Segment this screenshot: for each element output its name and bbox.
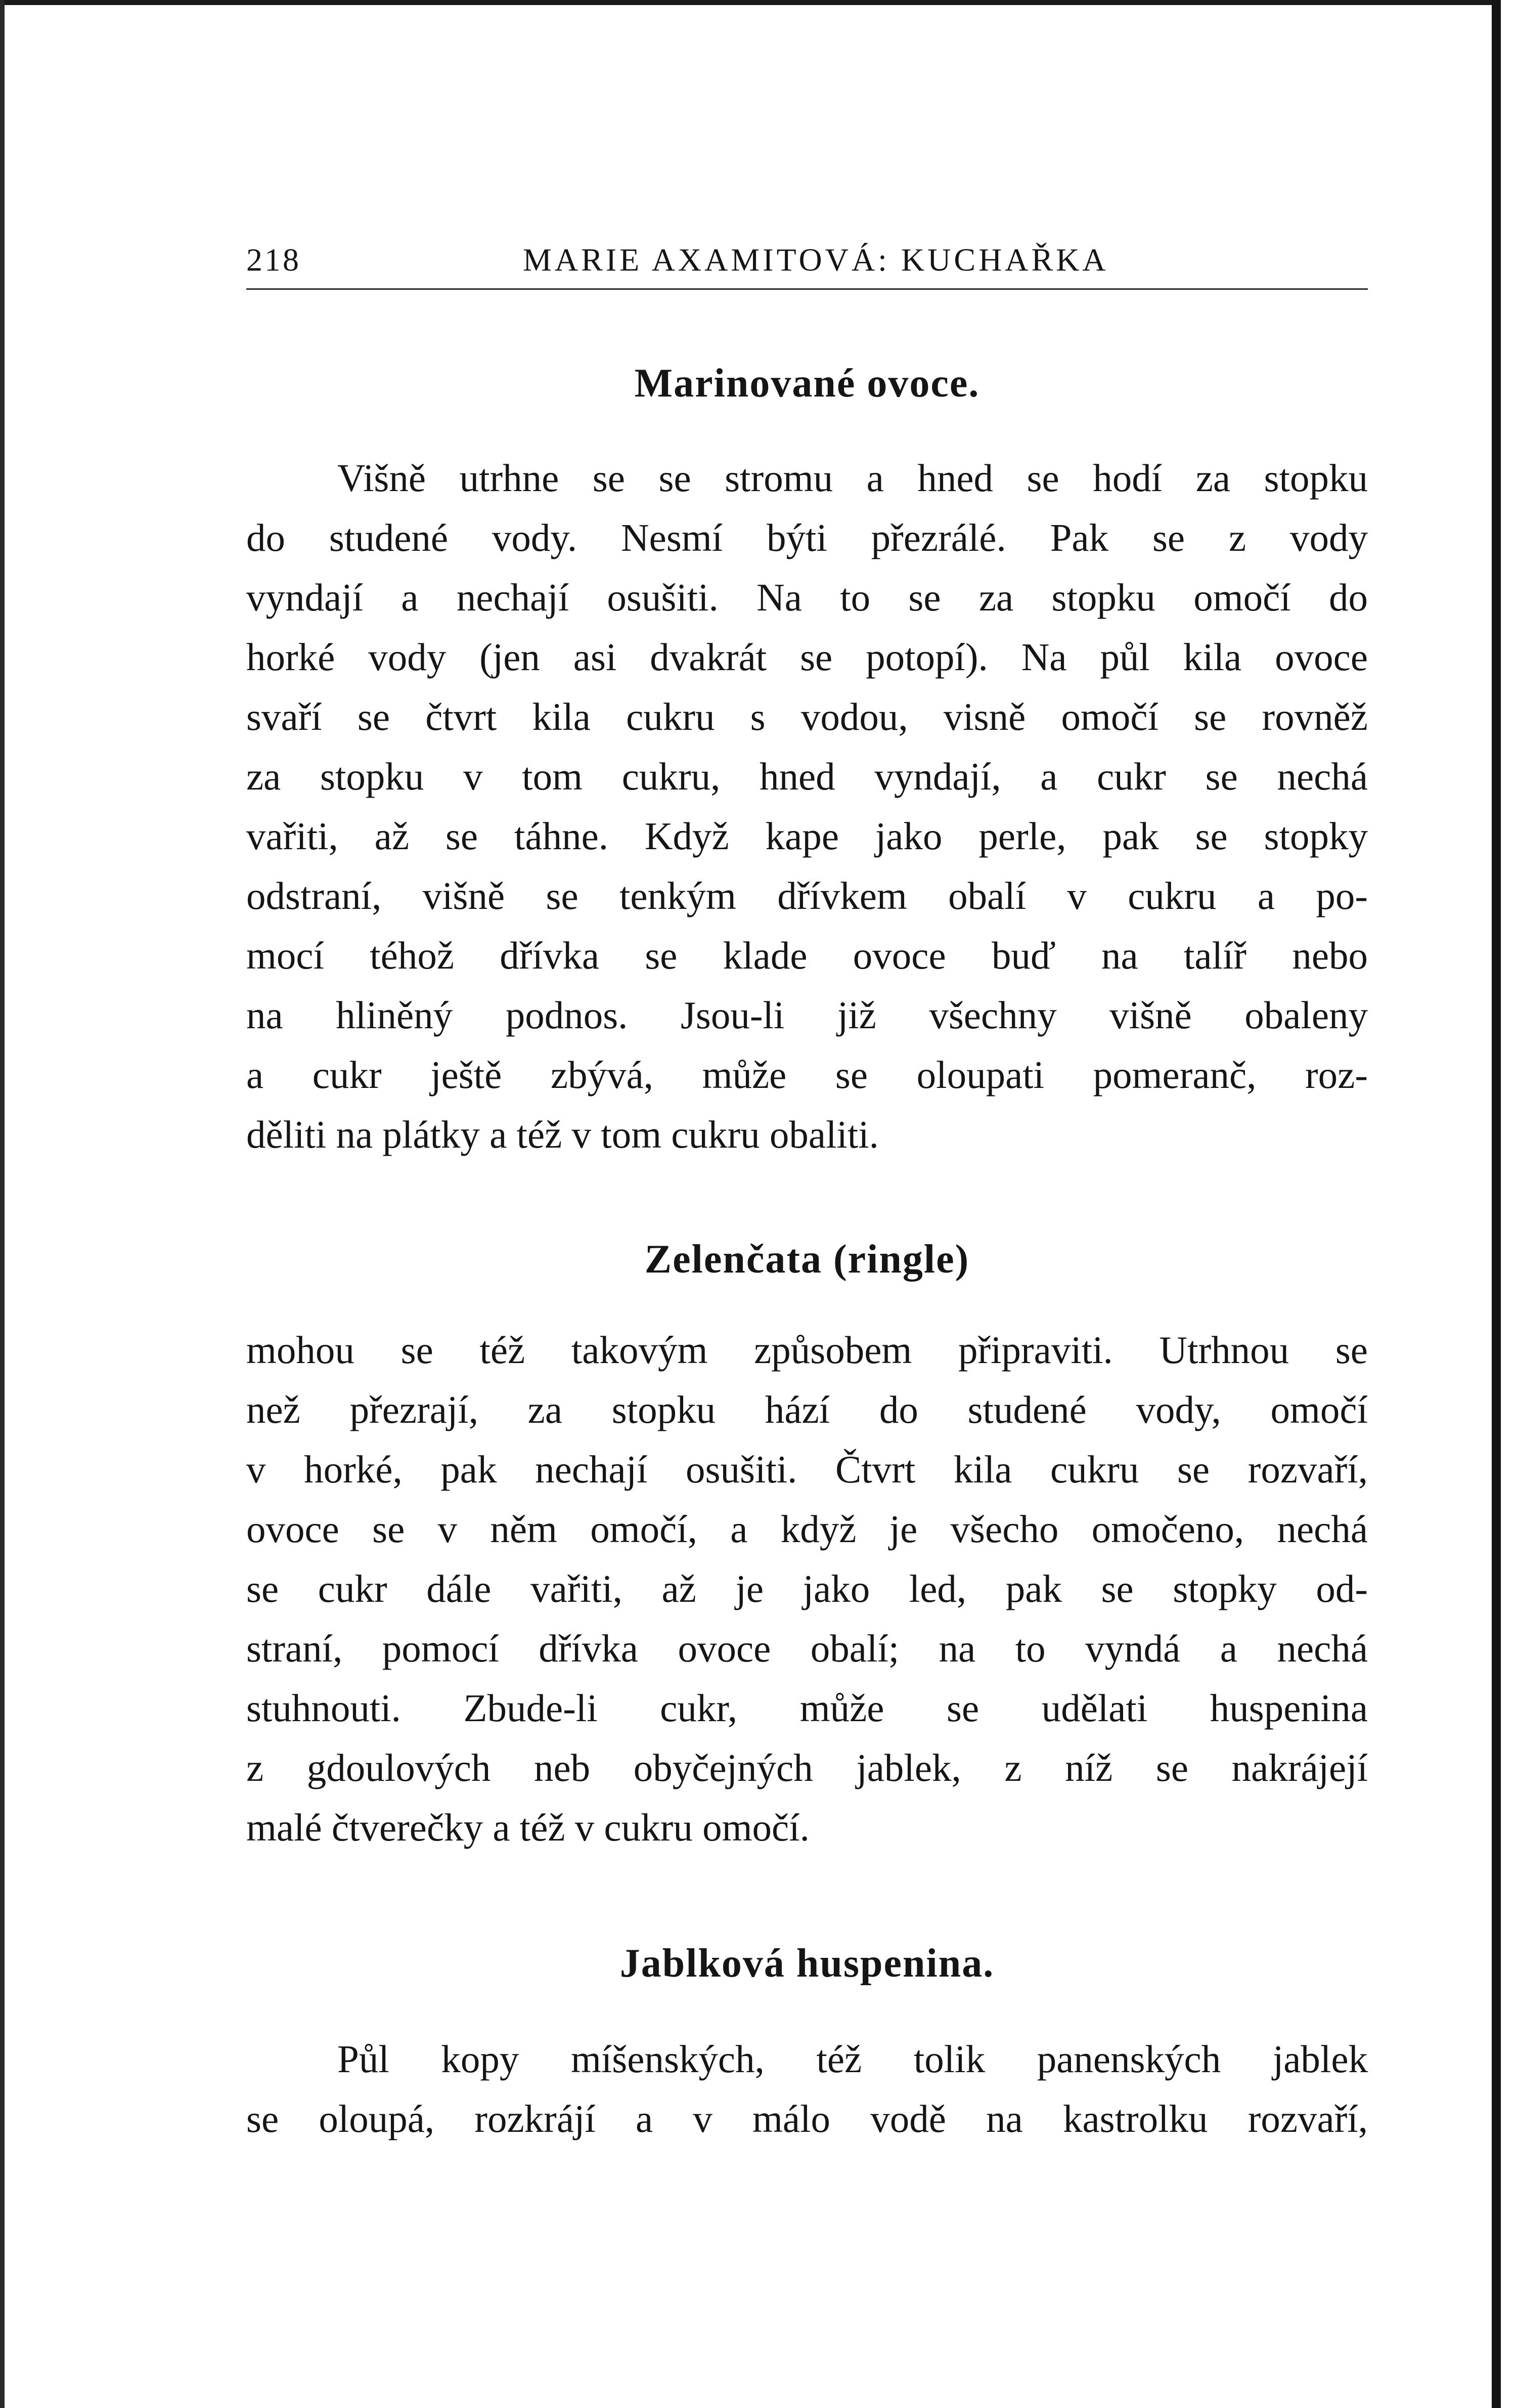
text-line: Višně utrhne se se stromu a hned se hodí za stopku: [337, 456, 1368, 500]
text-line: mocí téhož dřívka se klade ovoce buď na talíř nebo: [246, 934, 1368, 977]
section-body-marinovane-ovoce: [246, 448, 1368, 1164]
text-line: a cukr ještě zbývá, může se oloupati pomeranč, roz-: [246, 1053, 1368, 1097]
text-line: svaří se čtvrt kila cukru s vodou, visně omočí se rovněž: [246, 695, 1368, 738]
text-line: vyndají a nechají osušiti. Na to se za stopku omočí do: [246, 576, 1368, 619]
text-line: do studené vody. Nesmí býti přezrálé. Pak se z vody: [246, 516, 1368, 559]
text-line: v horké, pak nechají osušiti. Čtvrt kila cukru se rozvaří,: [246, 1448, 1368, 1491]
text-line: Půl kopy míšenských, též tolik panenských jablek: [337, 2037, 1368, 2081]
scan-edge-top: [0, 0, 1516, 5]
header-rule: [246, 288, 1368, 290]
text-line: vařiti, až se táhne. Když kape jako perle, pak se stopky: [246, 814, 1368, 858]
text-line: straní, pomocí dřívka ovoce obalí; na to vyndá a nechá: [246, 1627, 1368, 1670]
text-line: malé čtverečky a též v cukru omočí.: [246, 1806, 810, 1849]
text-line: z gdoulových neb obyčejných jablek, z níž se nakrájejí: [246, 1746, 1368, 1789]
scan-edge-right: [1492, 0, 1516, 2408]
section-heading-zelencata: Zelenčata (ringle): [644, 1237, 970, 1282]
text-line: než přezrají, za stopku hází do studené vody, omočí: [246, 1388, 1368, 1431]
text-line: mohou se též takovým způsobem připraviti. Utrhnou se: [246, 1328, 1368, 1372]
section-heading-marinovane-ovoce: Marinované ovoce.: [634, 361, 980, 406]
text-line: se oloupá, rozkrájí a v málo vodě na kastrolku rozvaří,: [246, 2097, 1368, 2140]
section-heading-jablkova-huspenina: Jablková huspenina.: [619, 1941, 995, 1986]
running-head-title: MARIE AXAMITOVÁ: KUCHAŘKA: [523, 242, 1109, 278]
page-number: 218: [246, 242, 301, 278]
text-line: za stopku v tom cukru, hned vyndají, a cukr se nechá: [246, 755, 1368, 798]
text-line: na hliněný podnos. Jsou-li již všechny višně obaleny: [246, 993, 1368, 1037]
text-line: se cukr dále vařiti, až je jako led, pak se stopky od-: [246, 1567, 1368, 1610]
running-head: [246, 242, 1368, 278]
text-line: ovoce se v něm omočí, a když je všecho omočeno, nechá: [246, 1507, 1368, 1551]
text-line: děliti na plátky a též v tom cukru obaliti.: [246, 1113, 879, 1156]
text-line: horké vody (jen asi dvakrát se potopí). Na půl kila ovoce: [246, 635, 1368, 679]
text-line: stuhnouti. Zbude-li cukr, může se udělati huspenina: [246, 1686, 1368, 1730]
section-body-jablkova-huspenina: [246, 2029, 1368, 2149]
section-body-zelencata: [246, 1320, 1368, 1857]
scan-edge-left: [0, 0, 5, 2408]
text-line: odstraní, višně se tenkým dřívkem obalí v cukru a po-: [246, 874, 1368, 917]
